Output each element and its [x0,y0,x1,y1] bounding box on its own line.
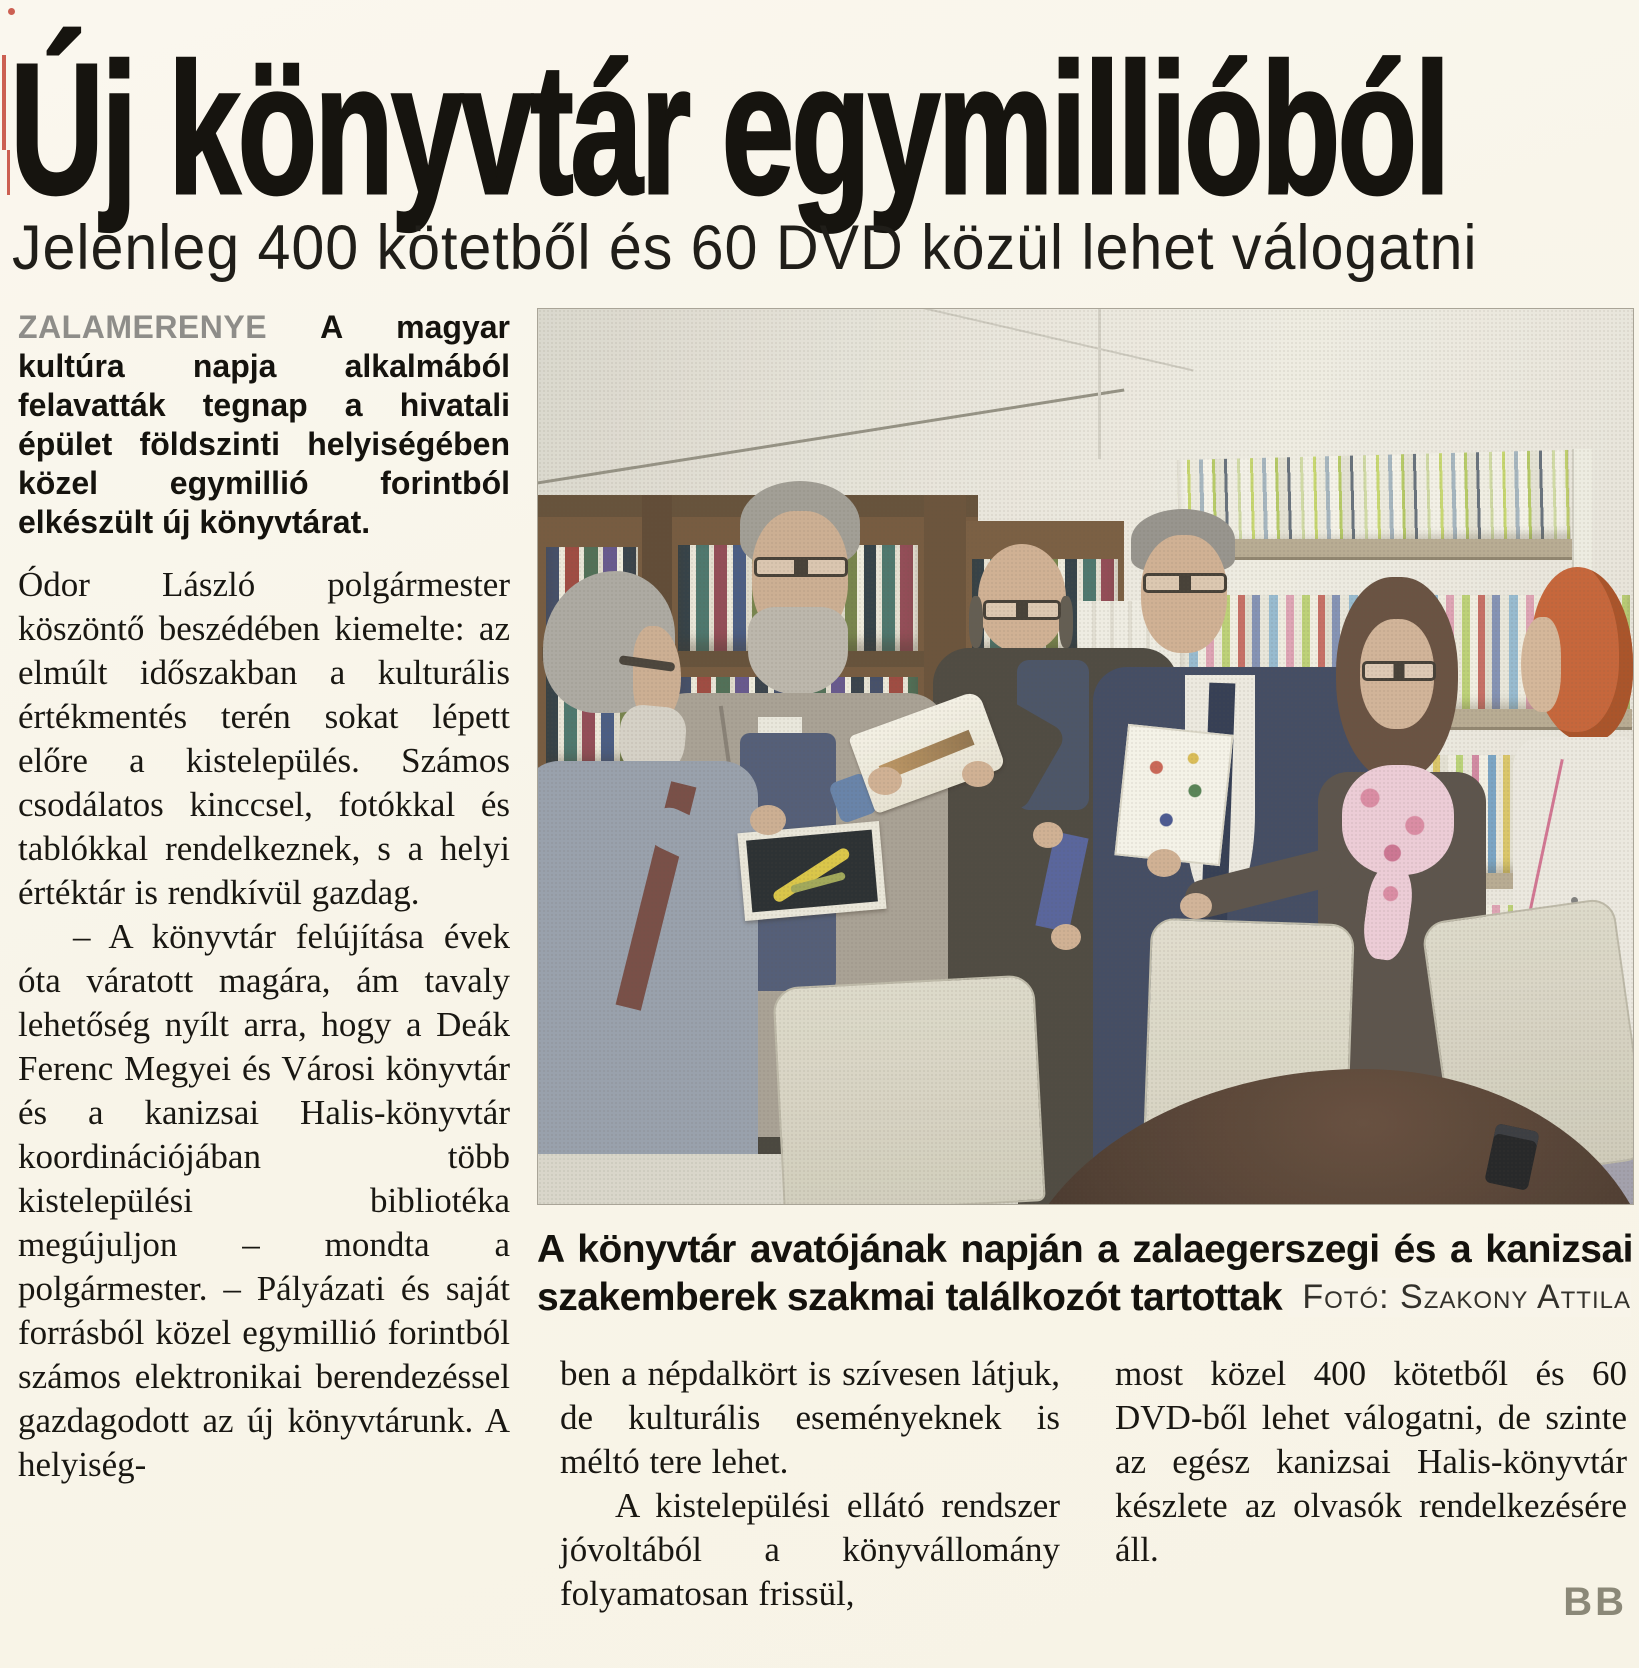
lead-paragraph [18,308,510,542]
scan-artifact [2,55,6,150]
lead-text: A magyar kultúra napja alkalmából felavatták tegnap a hivatali épület földszinti helyiségében közel egymillió forintból elkészült új könyvtárat. [18,309,511,540]
location-tag: ZALAMERENYE [18,309,268,345]
scan-artifact [8,8,15,15]
halftone-overlay [538,309,1633,1204]
left-column [18,308,510,1487]
author-signature: BB [1563,1580,1627,1624]
right-column [1115,1352,1627,1625]
body-paragraph: most közel 400 kötetből és 60 DVD-ből lehet válogatni, de szinte az egész kanizsai Halis-könyvtár készlete az olvasók rendelkezésére áll. [1115,1354,1627,1569]
subheadline: Jelenleg 400 kötetből és 60 DVD közül lehet válogatni [12,213,1478,283]
photo-credit: Fotó: Szakony Attila [1288,1278,1631,1317]
body-paragraph: A kistelepülési ellátó rendszer jóvoltából a könyvállomány folyamatosan frissül, [560,1486,1060,1613]
headline: Új könyvtár egymillióból [10,26,1448,233]
article-photo [537,308,1634,1205]
body-paragraph: – A könyvtár felújítása évek óta váratott magára, ám tavaly lehetőség nyílt arra, hogy a Deák Ferenc Megyei és Városi könyvtár és a kanizsai Halis-könyvtár koordinációjában több kistelepülési bibliotéka megújuljon – mondta a polgármester. – Pályázati és saját forrásból közel egymillió forintból számos elektronikai berendezéssel gazdagodott az új könyvtárunk. A helyiség- [18,917,510,1484]
photo-caption: A könyvtár avatójának napján a zalaegerszegi és a kanizsai szakemberek szakmai találkozót tartottak [537,1228,1633,1319]
body-paragraph: Ódor László polgármester köszöntő beszédében kiemelte: az elmúlt időszakban a kulturális értékmentés terén sokat lépett előre a kistelepülés. Számos csodálatos kinccsel, fotókkal és tablókkal rendelkeznek, s a helyi értéktár is rendkívül gazdag. [18,565,510,912]
middle-column [560,1352,1060,1616]
caption-row [537,1226,1633,1322]
body-paragraph: ben a népdalkört is szívesen látjuk, de kulturális eseményeknek is méltó tere lehet. [560,1354,1060,1481]
